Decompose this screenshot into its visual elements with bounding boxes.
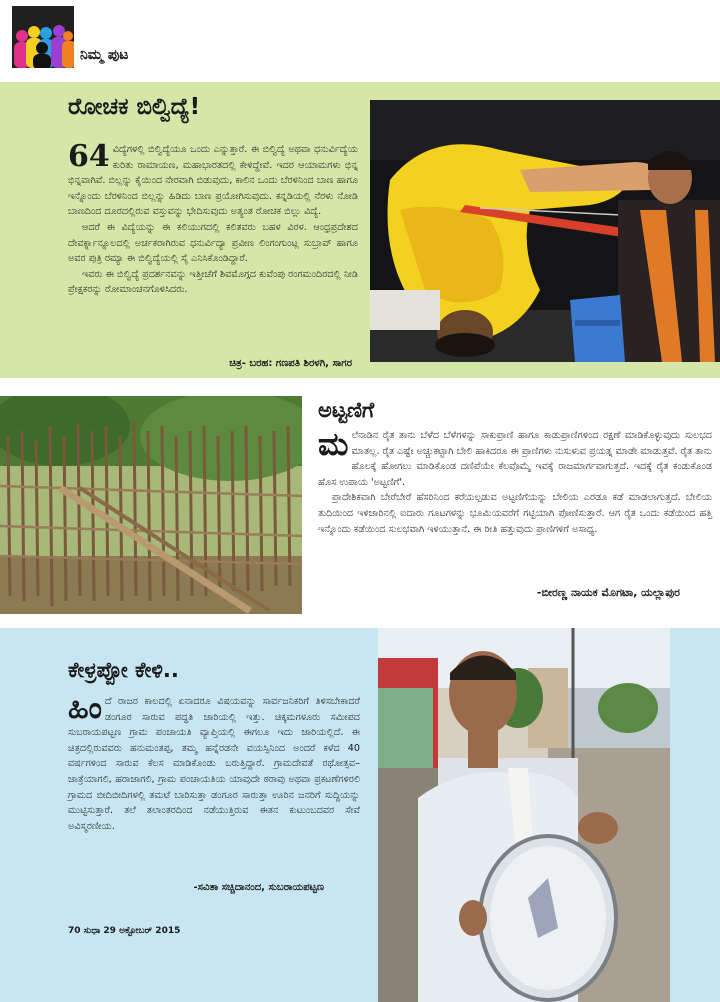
article-fence-paragraph-2: ಪ್ರಾದೇಶಿಕವಾಗಿ ಬೇರೆಬೇರೆ ಹೆಸರಿನಿಂದ ಕರೆಯಲ್ಪಡುವ ಅಟ್ಟಣಿಗೆಯನ್ನು ಬೇಲಿಯ ಎರಡೂ ಕಡೆ ಮಾಡಲಾಗುತ್ತದೆ. ಬೇಲಿಯ ತುದಿಯಿಂದ ಇಳಿಜಾರಿನಲ್ಲಿ ಐದಾರು ಗೂಟಗಳನ್ನು ಭೂಮಿಯವರೆಗೆ ಗಟ್ಟಿಯಾಗಿ ಪೋಣಿಸುತ್ತಾರೆ. ಆಗ ರೈತ ಒಂದು ಕಡೆಯಿಂದ ಹತ್ತಿ ಇನ್ನೊಂದು ಕಡೆಯಿಂದ ಸುಲಭವಾಗಿ ಇಳಿಯುತ್ತಾನೆ. ಈ ರೀತಿ ಹತ್ತುವುದು ಪ್ರಾಣಿಗಳಿಗೆ ಅಸಾಧ್ಯ. [318,492,712,535]
article-archery-body [68,139,358,298]
article-archery-title: ರೋಚಕ ಬಿಲ್ವಿದ್ಯೆ! [68,94,201,120]
article-fence-paragraph-1: ಲೆನಾಡಿನ ರೈತ ತಾನು ಬೆಳೆದ ಬೆಳೆಗಳನ್ನು ಸಾಕುಪ್ರಾಣಿ ಹಾಗೂ ಕಾಡುಪ್ರಾಣಿಗಳಿಂದ ರಕ್ಷಣೆ ಮಾಡಿಕೊಳ್ಳುವುದು ಸುಲಭದ ಮಾತಲ್ಲ. ರೈತ ಎಷ್ಟೇ ಅಚ್ಚುಕಟ್ಟಾಗಿ ಬೇಲಿ ಹಾಕಿದರೂ ಈ ಪ್ರಾಣಿಗಳು ನುಸುಳುವ ಪ್ರಯತ್ನ ಮಾಡೇ ಮಾಡುತ್ತವೆ. ರೈತ ತಾನು ಹೊಲಕ್ಕೆ ಹೋಗಲು ಮಾಡಿಕೊಂಡ ದಣಿಪೆಯೇ ಕೆಲವೊಮ್ಮೆ ಇವಕ್ಕೆ ರಾಜಮಾರ್ಗವಾಗುತ್ತದೆ. ಇದಕ್ಕೆ ರೈತ ಕಂಡುಕೊಂಡ ಹೊಸ ಉಪಾಯ 'ಅಟ್ಟಣಿಗೆ'. [318,430,712,488]
page-header [0,0,720,82]
article-archery [0,82,720,378]
article-fence-body [318,425,712,537]
article-fence-credit: -ಬೀರಣ್ಣ ನಾಯಕ ಮೊಗಟಾ, ಯಲ್ಲಾಪುರ [536,586,680,599]
article-archery-paragraph-3: ಇವರು ಈ ಬಿಲ್ವಿದ್ಯೆ ಪ್ರದರ್ಶನವನ್ನು ಇತ್ತೀಚೆಗೆ ಶಿವಮೊಗ್ಗದ ಕುವೆಂಪು ರಂಗಮಂದಿರದಲ್ಲಿ ನೀಡಿ ಪ್ರೇಕ್ಷಕರನ್ನು ರೋಮಾಂಚನಗೊಳಿಸಿದರು. [68,268,358,296]
article-fence-dropcap: ಮ [318,425,349,463]
fence-photo [0,396,302,614]
article-town-crier-title: ಕೇಳ್ರಪ್ಪೋ ಕೇಳಿ.. [68,658,179,682]
page-footer: 70 ಸುಧಾ 29 ಅಕ್ಟೋಬರ್ 2015 [68,926,181,936]
section-name: ನಿಮ್ಮ ಪುಟ [80,47,129,63]
article-archery-credit: ಚಿತ್ರ- ಬರಹ: ಗಣಪತಿ ಶಿರಳಗಿ, ಸಾಗರ [229,358,352,369]
audience-silhouettes-logo-icon [12,6,74,68]
article-archery-paragraph-1: ವಿದ್ಯೆಗಳಲ್ಲಿ ಬಿಲ್ವಿದ್ಯೆಯೂ ಒಂದು ಎನ್ನುತ್ತಾರೆ. ಈ ಬಿಲ್ವಿದ್ಯೆ ಅಥವಾ ಧನುರ್ವಿದ್ಯೆಯ ಕುರಿತು ರಾಮಾಯಣ, ಮಹಾಭಾರತದಲ್ಲಿ ಕೇಳಿದ್ದೇವೆ. ಇದರ ಆಯಾಮಗಳು ಭಿನ್ನ ಭಿನ್ನವಾಗಿವೆ. ಬಿಲ್ಲನ್ನು ಕೈಯಿಂದ ನೇರವಾಗಿ ಬಿಡುವುದು, ಕಾಲಿನ ಒಂದು ಬೆರಳಿನಿಂದ ಬಾಣ ಹಾಗೂ ಇನ್ನೊಂದು ಬೆರಳಿನಿಂದ ಬಿಲ್ಲನ್ನು ಹಿಡಿದು ಬಾಣ ಪ್ರಯೋಗಿಸುವುದು. ಕನ್ನಡಿಯಲ್ಲಿ ನೆರಳು ನೋಡಿ ಬಾಣದಿಂದ ದೂರದಲ್ಲಿರುವ ವಸ್ತುವನ್ನು ಭೇದಿಸುವುದು ಅತ್ಯಂತ ರೋಚಕ ಬಿಲ್ಲು ವಿದ್ಯೆ. [68,144,358,218]
town-crier-photo [378,628,670,1002]
article-town-crier-credit: -ಸವಿತಾ ಸಚ್ಚಿದಾನಂದ, ಸುಬರಾಯಪಟ್ಟಣ [193,882,324,893]
article-town-crier-paragraph-1: ದೆ ರಾಜರ ಕಾಲದಲ್ಲಿ ಏನಾದರೂ ವಿಷಯವನ್ನು ಸಾರ್ವಜನಿಕರಿಗೆ ತಿಳಿಸಬೇಕಾದರೆ ಡಂಗೂರ ಸಾರುವ ಪದ್ಧತಿ ಜಾರಿಯಲ್ಲಿ ಇತ್ತು. ಚಿಕ್ಕಮಗಳೂರು ಸಮೀಪದ ಸುಬರಾಯಪಟ್ಟಣ ಗ್ರಾಮ ಪಂಚಾಯತಿ ವ್ಯಾಪ್ತಿಯಲ್ಲಿ ಈಗಲೂ ಇದು ಜಾರಿಯಲ್ಲಿದೆ. ಈ ಚಿತ್ರದಲ್ಲಿರುವವರು ಹನುಮಂತಪ್ಪ, ತಮ್ಮ ಹನ್ನೆರಡನೇ ವಯಸ್ಸಿನಿಂದ ಅಂದರೆ ಕಳೆದ 40 ವರ್ಷಗಳಿಂದ ಸಾರುವ ಕೆಲಸ ಮಾಡಿಕೊಂಡು ಬರುತ್ತಿದ್ದಾರೆ. ಗ್ರಾಮದೇವತೆ ರಥೋತ್ಸವ–ಜಾತ್ರೆಯಾಗಲಿ, ಹರಾಜಾಗಲಿ, ಗ್ರಾಮ ಪಂಚಾಯತಿಯ ಯಾವುದೇ ಠರಾವು ಅಥವಾ ಪ್ರಕಟಣೆಗಳಿರಲಿ ಗ್ರಾಮದ ಬೀದಿಬೀದಿಗಳಲ್ಲಿ ತಮಟೆ ಬಾರಿಸುತ್ತಾ ಡಂಗೂರ ಸಾರುತ್ತಾ ಊರಿನ ಜನರಿಗೆ ಸುದ್ದಿಯನ್ನು ಮುಟ್ಟಿಸುತ್ತಾರೆ. ತಲೆ ತಲಾಂತರದಿಂದ ನಡೆಯುತ್ತಿರುವ ಈತನ ಕುಟುಂಬದವರ ಸೇವೆ ಅವಿಸ್ಮರಣೀಯ. [68,696,360,832]
article-archery-paragraph-2: ಆದರೆ ಈ ವಿದ್ಯೆಯನ್ನು ಈ ಕಲಿಯುಗದಲ್ಲಿ ಕಲಿತವರು ಬಹಳ ವಿರಳ. ಆಂಧ್ರಪ್ರದೇಶದ ದೇವರ್ಕ್ನಾನ್ನೂಲದಲ್ಲಿ ಅರ್ಚಕರಾಗಿರುವ ಧನುರ್ವಿದ್ಯಾ ಪ್ರವೀಣ ಲಿಂಗಂಗುಂಟ್ಲ ಸುಬ್ರಾವ್ ಹಾಗೂ ಅವರ ಪುತ್ರಿ ರಮ್ಯಾ ಈ ಬಿಲ್ವಿದ್ಯೆಯಲ್ಲಿ ಸೈ ಎನಿಸಿಕೊಂಡಿದ್ದಾರೆ. [68,221,358,265]
article-town-crier-dropcap: ಹಿಂ [68,691,102,726]
article-archery-dropcap: 64 [68,139,110,174]
article-town-crier-body [68,691,360,834]
article-fence-title: ಅಟ್ಟಣಿಗೆ [318,398,375,422]
article-town-crier [0,628,720,1002]
article-fence [0,380,720,626]
archery-performance-photo [370,100,720,362]
